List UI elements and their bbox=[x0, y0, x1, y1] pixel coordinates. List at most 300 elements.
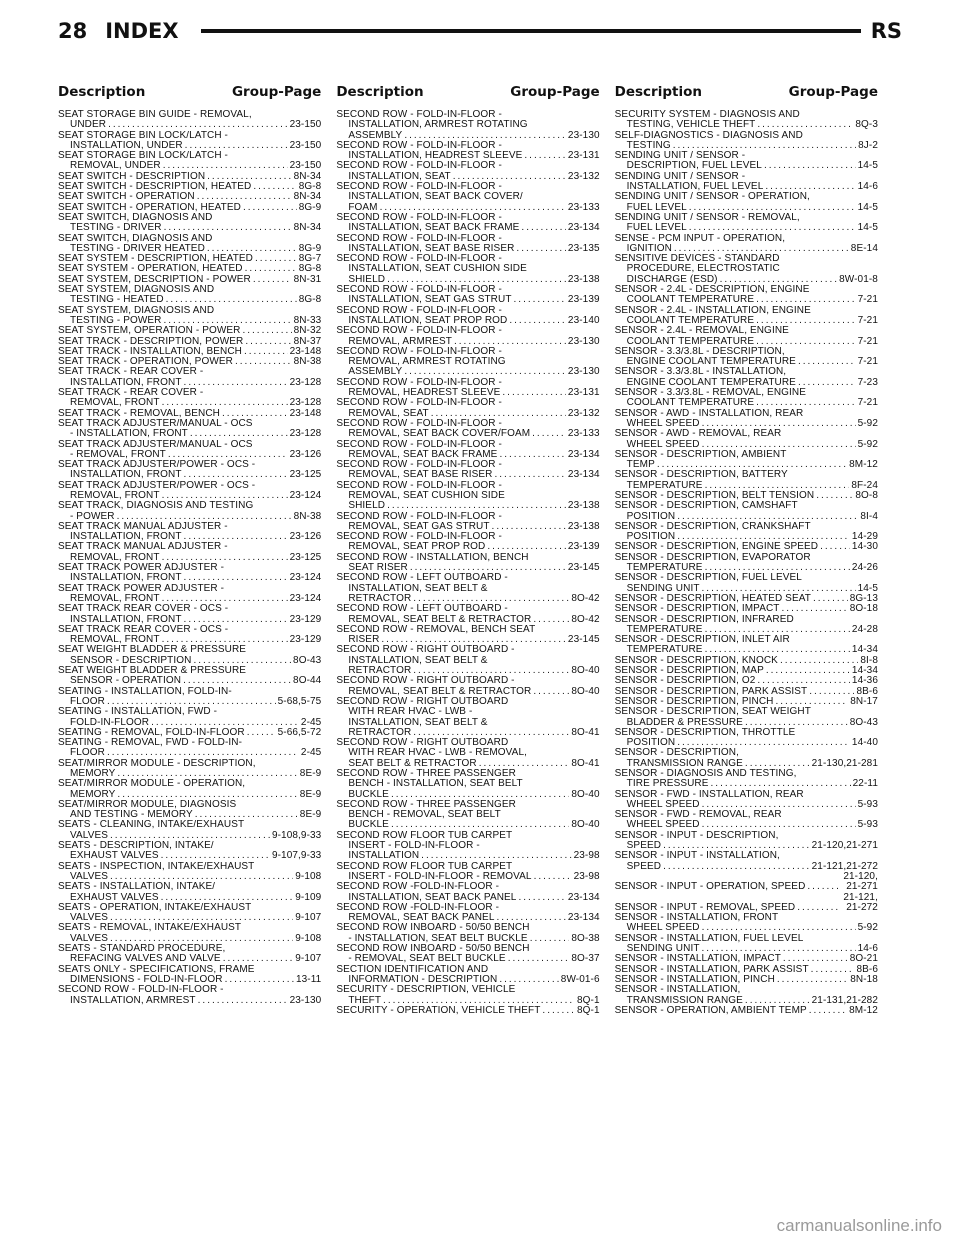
entry-text: TEMPERATURE bbox=[626, 479, 703, 491]
entry-text: SECOND ROW - RIGHT OUTBOARD - bbox=[336, 676, 515, 687]
entry-page: 8W-01-6 bbox=[560, 973, 600, 985]
entry-text: SEAT TRACK ADJUSTER/POWER - OCS - bbox=[58, 480, 256, 491]
leader-dots bbox=[380, 203, 566, 213]
entry-text: SHIELD bbox=[348, 273, 386, 285]
entry-page: 23-150 bbox=[289, 139, 322, 151]
index-columns bbox=[58, 84, 878, 1016]
entry-text: SENSOR - OPERATION bbox=[70, 675, 182, 687]
column-header bbox=[336, 84, 599, 100]
leader-dots bbox=[117, 512, 292, 522]
entry-text: BENCH - INSTALLATION, SEAT BELT bbox=[348, 779, 523, 790]
index-entry bbox=[615, 388, 878, 409]
entry-text: TESTING - HEATED bbox=[70, 294, 164, 306]
entry-text: INSTALLATION, SEAT BASE RISER bbox=[348, 242, 515, 254]
entry-page: 8N-38 bbox=[293, 356, 322, 368]
index-entry bbox=[615, 213, 878, 234]
entry-text: - INSTALLATION, SEAT BELT BUCKLE bbox=[348, 932, 528, 944]
entry-text: SECOND ROW - FOLD-IN-FLOOR - bbox=[336, 346, 502, 357]
index-entry bbox=[336, 234, 599, 255]
entry-page: 14-40 bbox=[851, 737, 878, 749]
entry-text: SEAT TRACK - DESCRIPTION, POWER bbox=[58, 335, 244, 347]
index-entry bbox=[336, 738, 599, 769]
leader-dots bbox=[820, 542, 850, 552]
entry-text: REMOVAL, SEAT bbox=[348, 407, 429, 419]
entry-page: 8E-9 bbox=[299, 768, 322, 779]
group-page-heading: Group-Page bbox=[788, 84, 878, 100]
entry-text: SECOND ROW INBOARD - 50/50 BENCH bbox=[336, 944, 530, 955]
entry-text: FOLD-IN-FLOOR bbox=[70, 716, 150, 728]
index-entry bbox=[336, 625, 599, 646]
entry-page: 23-134 bbox=[567, 222, 600, 234]
leader-dots bbox=[184, 470, 288, 480]
entry-text: SEATS - INSTALLATION, INTAKE/ bbox=[58, 882, 216, 893]
entry-text: SENSOR - DESCRIPTION, bbox=[614, 748, 739, 759]
entry-text: SEAT TRACK REAR COVER - OCS - bbox=[58, 624, 229, 635]
index-entry bbox=[336, 141, 599, 162]
entry-text: REMOVAL, FRONT bbox=[70, 551, 160, 563]
entry-text: SEAT SWITCH - OPERATION, HEATED bbox=[58, 201, 241, 213]
entry-text: COOLANT TEMPERATURE bbox=[626, 335, 755, 347]
entry-page: 21-131,21-282 bbox=[811, 994, 878, 1006]
entry-text: BENCH - REMOVAL, SEAT BELT bbox=[348, 810, 501, 821]
index-entry bbox=[615, 542, 878, 552]
entry-page: 24-26 bbox=[851, 562, 878, 574]
entry-text: SEATS - REMOVAL, INTAKE/EXHAUST bbox=[58, 923, 242, 934]
entry-page: 23-124 bbox=[289, 592, 322, 604]
leader-dots bbox=[494, 470, 565, 480]
entry-text: SENSOR - DESCRIPTION, EVAPORATOR bbox=[614, 552, 811, 563]
entry-text: SENSOR - INSTALLATION, PINCH bbox=[614, 973, 775, 985]
leader-dots bbox=[745, 718, 848, 728]
index-entry bbox=[336, 326, 599, 347]
entry-page: 8O-42 bbox=[571, 592, 600, 604]
entry-text: SENSOR - 3.3/3.8L - INSTALLATION, bbox=[614, 367, 787, 378]
index-entry bbox=[58, 841, 321, 862]
entry-page: 8N-34 bbox=[293, 191, 322, 203]
leader-dots bbox=[223, 954, 294, 964]
entry-text: SENSOR - DESCRIPTION, ENGINE SPEED bbox=[614, 541, 819, 553]
leader-dots bbox=[509, 316, 566, 326]
entry-page: 23-132 bbox=[567, 170, 600, 182]
leader-dots bbox=[110, 872, 293, 882]
leader-dots bbox=[492, 522, 566, 532]
index-entry bbox=[336, 306, 599, 327]
entry-text: REMOVAL, ARMREST bbox=[348, 335, 452, 347]
leader-dots bbox=[253, 182, 296, 192]
entry-text: SENDING UNIT bbox=[626, 582, 700, 594]
leader-dots bbox=[508, 954, 570, 964]
entry-page: 14-5 bbox=[857, 222, 878, 234]
index-entry bbox=[336, 532, 599, 553]
entry-page: 5-92 bbox=[857, 922, 878, 934]
entry-page: 8G-9 bbox=[298, 201, 322, 213]
index-entry bbox=[615, 192, 878, 213]
leader-dots bbox=[530, 934, 570, 944]
entry-page: 8I-4 bbox=[860, 510, 878, 522]
entry-text: SECOND ROW - FOLD-IN-FLOOR - bbox=[336, 511, 502, 522]
entry-text: SENSOR - DESCRIPTION bbox=[70, 654, 192, 666]
entry-text: SEAT TRACK, DIAGNOSIS AND TESTING bbox=[58, 501, 254, 512]
index-entry bbox=[615, 934, 878, 955]
entry-page: 23-124 bbox=[289, 489, 322, 501]
entry-page: 14-6 bbox=[857, 181, 878, 193]
leader-dots bbox=[117, 769, 297, 779]
leader-dots bbox=[413, 594, 569, 604]
index-entry bbox=[615, 470, 878, 491]
entry-text: TEMPERATURE bbox=[626, 623, 703, 635]
entry-page: 8O-37 bbox=[571, 953, 600, 965]
leader-dots bbox=[161, 893, 294, 903]
watermark: carmanualsonline.info bbox=[776, 1216, 942, 1235]
entry-text: THEFT bbox=[348, 994, 382, 1006]
entry-text: SENSOR - DESCRIPTION, SEAT WEIGHT bbox=[614, 707, 811, 718]
entry-page: 8N-31 bbox=[293, 273, 322, 285]
index-entry bbox=[615, 893, 878, 914]
entry-text: INSTALLATION, SEAT BACK PANEL bbox=[348, 891, 517, 903]
entry-page: 9-107 bbox=[295, 953, 322, 965]
entry-text: SENSOR - INSTALLATION, bbox=[614, 985, 741, 996]
index-entry bbox=[336, 697, 599, 738]
entry-text: SEATS - CLEANING, INTAKE/EXHAUST bbox=[58, 820, 245, 831]
entry-page: 8O-44 bbox=[293, 675, 322, 687]
entry-text: SECOND ROW - RIGHT OUTBOARD bbox=[336, 738, 509, 749]
index-entry bbox=[58, 779, 321, 800]
entry-text: TESTING bbox=[626, 139, 671, 151]
entry-page: 23-138 bbox=[567, 500, 600, 512]
entry-text: REMOVAL, SEAT CUSHION SIDE bbox=[348, 490, 505, 501]
index-entry bbox=[615, 604, 878, 614]
entry-text: RETRACTOR bbox=[348, 726, 412, 738]
index-entry bbox=[336, 965, 599, 986]
entry-text: REMOVAL, SEAT PROP ROD bbox=[348, 541, 486, 553]
leader-dots bbox=[391, 790, 569, 800]
index-entry bbox=[58, 820, 321, 841]
entry-text: POSITION bbox=[626, 737, 676, 749]
leader-dots bbox=[193, 656, 291, 666]
leader-dots bbox=[184, 378, 288, 388]
entry-text: INSTALLATION, ARMREST bbox=[70, 994, 196, 1006]
leader-dots bbox=[705, 563, 850, 573]
leader-dots bbox=[809, 1006, 847, 1016]
entry-text: MEMORY bbox=[70, 768, 116, 779]
entry-text: SECOND ROW - FOLD-IN-FLOOR - bbox=[336, 326, 502, 337]
entry-page: 8N-32 bbox=[293, 325, 322, 337]
index-entry bbox=[615, 573, 878, 594]
entry-text: TRANSMISSION RANGE bbox=[626, 994, 743, 1006]
leader-dots bbox=[107, 748, 299, 758]
entry-text: SEATS - STANDARD PROCEDURE, bbox=[58, 944, 226, 955]
entry-page: 23-125 bbox=[289, 469, 322, 481]
leader-dots bbox=[166, 295, 297, 305]
entry-page: 14-5 bbox=[857, 160, 878, 172]
entry-page: 8B-6 bbox=[856, 963, 878, 975]
entry-text: SENSOR - INSTALLATION, FRONT bbox=[614, 913, 779, 924]
entry-page: 7-21 bbox=[857, 294, 878, 306]
leader-dots bbox=[107, 697, 276, 707]
leader-dots bbox=[387, 501, 566, 511]
leader-dots bbox=[245, 264, 297, 274]
entry-page: 8N-37 bbox=[293, 335, 322, 347]
entry-text: SEAT TRACK MANUAL ADJUSTER - bbox=[58, 542, 228, 553]
entry-page: 8O-8 bbox=[855, 489, 878, 501]
entry-page: 8G-13 bbox=[849, 592, 878, 604]
entry-page: 8O-18 bbox=[849, 603, 878, 615]
entry-text: INSTALLATION, SEAT bbox=[348, 170, 451, 182]
entry-page: 23-124 bbox=[289, 572, 322, 584]
index-entry bbox=[336, 985, 599, 1006]
leader-dots bbox=[183, 676, 291, 686]
index-entry bbox=[336, 573, 599, 604]
entry-text: SEAT SWITCH, DIAGNOSIS AND bbox=[58, 212, 213, 223]
entry-page: 23-129 bbox=[289, 634, 322, 646]
entry-page: 5-93 bbox=[857, 798, 878, 810]
entry-page: 23-126 bbox=[289, 448, 322, 460]
entry-text: SEAT STORAGE BIN GUIDE - REMOVAL, bbox=[58, 110, 252, 120]
entry-text: SEAT WEIGHT BLADDER & PRESSURE bbox=[58, 645, 247, 656]
leader-dots bbox=[431, 409, 566, 419]
entry-page: 23-131 bbox=[567, 387, 600, 399]
entry-text: SEAT TRACK - REAR COVER - bbox=[58, 388, 204, 399]
entry-list bbox=[336, 110, 599, 1016]
entry-text: SENDING UNIT / SENSOR - bbox=[614, 171, 746, 182]
entry-page: 8O-38 bbox=[571, 932, 600, 944]
leader-dots bbox=[225, 975, 294, 985]
entry-text: SENDING UNIT / SENSOR - OPERATION, bbox=[614, 192, 810, 203]
leader-dots bbox=[702, 440, 856, 450]
entry-text: REMOVAL, SEAT BELT & RETRACTOR bbox=[348, 613, 532, 625]
entry-text: REMOVAL, ARMREST ROTATING bbox=[348, 357, 506, 368]
entry-page: 9-108 bbox=[295, 932, 322, 944]
index-entry bbox=[336, 769, 599, 800]
entry-text: SEAT/MIRROR MODULE, DIAGNOSIS bbox=[58, 799, 237, 810]
entry-page: 23-131 bbox=[567, 150, 600, 162]
leader-dots bbox=[185, 141, 288, 151]
entry-text: SECOND ROW - FOLD-IN-FLOOR - bbox=[336, 254, 502, 265]
entry-text: SPEED bbox=[626, 840, 662, 852]
entry-text: TESTING - POWER bbox=[70, 314, 162, 326]
leader-dots bbox=[811, 965, 855, 975]
entry-page: 8M-12 bbox=[849, 1004, 878, 1016]
entry-page: 22-11 bbox=[852, 778, 878, 790]
leader-dots bbox=[521, 223, 565, 233]
index-entry bbox=[336, 481, 599, 512]
index-entry bbox=[615, 810, 878, 831]
index-entry bbox=[58, 944, 321, 965]
entry-page: 8N-33 bbox=[293, 314, 322, 326]
index-entry bbox=[58, 738, 321, 759]
leader-dots bbox=[745, 759, 810, 769]
entry-text: SEATING - INSTALLATION, FOLD-IN- bbox=[58, 686, 232, 697]
entry-text: SENDING UNIT / SENSOR - bbox=[614, 151, 746, 162]
entry-text: SEAT TRACK MANUAL ADJUSTER - bbox=[58, 521, 228, 532]
entry-text: SHIELD bbox=[348, 500, 386, 512]
entry-page: 8W-01-8 bbox=[839, 273, 878, 285]
leader-dots bbox=[391, 820, 569, 830]
entry-text: SECOND ROW -FOLD-IN-FLOOR - bbox=[336, 882, 500, 893]
leader-dots bbox=[677, 512, 858, 522]
entry-text: REMOVAL, FRONT bbox=[70, 634, 160, 646]
entry-text: INSTALLATION, SEAT GAS STRUT bbox=[348, 294, 512, 306]
leader-dots bbox=[184, 573, 288, 583]
entry-page: 23-135 bbox=[567, 242, 600, 254]
entry-text: REMOVAL, SEAT BELT & RETRACTOR bbox=[348, 685, 532, 697]
index-entry bbox=[336, 800, 599, 831]
index-entry bbox=[615, 491, 878, 501]
index-entry bbox=[615, 913, 878, 934]
entry-page: 14-5 bbox=[857, 582, 878, 594]
entry-page: 8G-7 bbox=[298, 253, 322, 265]
entry-text: SEAT TRACK ADJUSTER/MANUAL - OCS bbox=[58, 418, 253, 429]
leader-dots bbox=[235, 357, 292, 367]
entry-text: FOAM bbox=[348, 201, 378, 213]
entry-page: 23-148 bbox=[289, 407, 322, 419]
entry-text: SECOND ROW - THREE PASSENGER bbox=[336, 769, 517, 779]
index-entry bbox=[336, 378, 599, 399]
leader-dots bbox=[711, 779, 851, 789]
entry-text: SECTION IDENTIFICATION AND bbox=[336, 964, 489, 975]
leader-dots bbox=[702, 419, 856, 429]
entry-text: SEATS - OPERATION, INTAKE/EXHAUST bbox=[58, 902, 252, 913]
entry-page: 5-66,5-72 bbox=[277, 726, 322, 738]
index-entry bbox=[58, 903, 321, 924]
entry-text: SENSOR - DESCRIPTION, THROTTLE bbox=[614, 727, 796, 738]
entry-page: 23-129 bbox=[289, 613, 322, 625]
entry-text: SENSOR - DESCRIPTION, BATTERY bbox=[614, 470, 788, 481]
leader-dots bbox=[184, 532, 288, 542]
index-entry bbox=[58, 501, 321, 522]
entry-text: SECOND ROW - FOLD-IN-FLOOR - bbox=[336, 182, 502, 193]
index-entry bbox=[615, 851, 878, 872]
leader-dots bbox=[190, 429, 288, 439]
header-rule bbox=[201, 29, 861, 33]
entry-page: 8O-42 bbox=[571, 613, 600, 625]
index-entry bbox=[58, 687, 321, 708]
entry-text: FUEL LEVEL bbox=[626, 201, 687, 213]
entry-text: SEAT TRACK - REMOVAL, BENCH bbox=[58, 407, 220, 419]
index-entry bbox=[615, 151, 878, 172]
leader-dots bbox=[387, 275, 566, 285]
entry-text: SELF-DIAGNOSTICS - DIAGNOSIS AND bbox=[614, 130, 803, 141]
entry-text: SENSOR - DESCRIPTION, CRANKSHAFT bbox=[614, 521, 811, 532]
leader-dots bbox=[454, 337, 566, 347]
entry-page: 8O-40 bbox=[571, 665, 600, 677]
entry-page: 2-45 bbox=[300, 716, 322, 728]
leader-dots bbox=[195, 810, 298, 820]
index-entry bbox=[58, 923, 321, 944]
entry-text: INSERT - FOLD-IN-FLOOR - bbox=[348, 841, 480, 852]
entry-text: WHEEL SPEED bbox=[626, 819, 700, 831]
entry-page: 23-98 bbox=[573, 870, 600, 882]
index-entry bbox=[336, 944, 599, 965]
entry-text: SECOND ROW INBOARD - 50/50 BENCH bbox=[336, 923, 530, 934]
entry-page: 8J-2 bbox=[858, 139, 878, 151]
entry-text: INSTALLATION, SEAT CUSHION SIDE bbox=[348, 264, 527, 275]
index-entry bbox=[615, 367, 878, 388]
entry-text: SEATING - REMOVAL, FOLD-IN-FLOOR bbox=[58, 726, 245, 738]
leader-dots bbox=[756, 398, 855, 408]
entry-text: SECOND ROW - FOLD-IN-FLOOR - bbox=[336, 377, 502, 388]
entry-text: SEAT TRACK - REAR COVER - bbox=[58, 367, 204, 378]
index-entry bbox=[58, 409, 321, 419]
index-entry bbox=[336, 110, 599, 141]
leader-dots bbox=[479, 759, 570, 769]
entry-text: SEAT SYSTEM, DIAGNOSIS AND bbox=[58, 305, 215, 316]
entry-page: 13-11 bbox=[295, 973, 322, 985]
index-entry bbox=[58, 460, 321, 481]
index-entry bbox=[58, 625, 321, 646]
entry-text: SENSOR - DESCRIPTION, FUEL LEVEL bbox=[614, 573, 802, 584]
entry-text: SEATS - INSPECTION, INTAKE/EXHAUST bbox=[58, 861, 255, 872]
index-entry bbox=[615, 501, 878, 522]
index-entry bbox=[336, 254, 599, 285]
index-entry bbox=[615, 347, 878, 368]
entry-page: 23-133 bbox=[567, 201, 600, 213]
leader-dots bbox=[807, 882, 841, 892]
entry-text: INSTALLATION, SEAT BACK FRAME bbox=[348, 222, 520, 234]
entry-text: SENSOR - 3.3/3.8L - REMOVAL, ENGINE bbox=[614, 388, 806, 399]
entry-text: INSTALLATION, SEAT BELT & bbox=[348, 583, 488, 594]
index-entry bbox=[58, 234, 321, 255]
group-page-heading: Group-Page bbox=[510, 84, 600, 100]
entry-page: 7-23 bbox=[857, 376, 878, 388]
leader-dots bbox=[164, 223, 292, 233]
entry-text: SECOND ROW - INSTALLATION, BENCH bbox=[336, 552, 529, 563]
entry-text: - POWER bbox=[70, 510, 115, 522]
entry-text: SEAT WEIGHT BLADDER & PRESSURE bbox=[58, 666, 247, 677]
entry-page: 23-132 bbox=[567, 407, 600, 419]
entry-text: SEAT TRACK POWER ADJUSTER - bbox=[58, 563, 225, 574]
entry-page: 14-30 bbox=[851, 541, 878, 553]
entry-page: 23-130 bbox=[289, 994, 322, 1006]
entry-text: IGNITION bbox=[626, 242, 672, 254]
entry-text: SECOND ROW - RIGHT OUTBOARD - bbox=[336, 645, 515, 656]
leader-dots bbox=[161, 851, 270, 861]
description-heading: Description bbox=[58, 84, 146, 100]
leader-dots bbox=[663, 862, 810, 872]
entry-text: SENSOR - 3.3/3.8L - DESCRIPTION, bbox=[614, 346, 785, 357]
leader-dots bbox=[702, 820, 856, 830]
entry-text: SEAT BELT & RETRACTOR bbox=[348, 757, 477, 769]
entry-text: MEMORY bbox=[70, 788, 116, 800]
index-entry bbox=[58, 584, 321, 605]
entry-text: - REMOVAL, FRONT bbox=[70, 448, 166, 460]
leader-dots bbox=[198, 996, 288, 1006]
entry-text: BUCKLE bbox=[348, 819, 389, 831]
entry-page: 9-107 bbox=[295, 912, 322, 924]
entry-text: SECOND ROW -FOLD-IN-FLOOR - bbox=[336, 902, 500, 913]
index-entry bbox=[58, 542, 321, 563]
entry-text: SEAT/MIRROR MODULE - DESCRIPTION, bbox=[58, 758, 256, 769]
entry-page: 23-130 bbox=[567, 366, 600, 378]
entry-text: SEAT/MIRROR MODULE - OPERATION, bbox=[58, 779, 246, 790]
entry-page: 8O-43 bbox=[293, 654, 322, 666]
entry-text: RISER bbox=[348, 634, 380, 646]
index-entry bbox=[615, 172, 878, 193]
leader-dots bbox=[110, 934, 293, 944]
entry-text: SECOND ROW - FOLD-IN-FLOOR - bbox=[336, 161, 502, 172]
entry-page: 2-45 bbox=[300, 747, 322, 759]
entry-text: SECOND ROW - FOLD-IN-FLOOR - bbox=[336, 460, 502, 471]
entry-page: 8E-14 bbox=[850, 242, 878, 254]
entry-page: 8E-9 bbox=[299, 788, 322, 800]
entry-page: 23-133 bbox=[567, 428, 600, 440]
leader-dots bbox=[673, 141, 856, 151]
index-entry bbox=[336, 645, 599, 676]
entry-text: REMOVAL, UNDER bbox=[70, 160, 161, 172]
entry-text: SEAT SYSTEM, DIAGNOSIS AND bbox=[58, 285, 215, 296]
entry-text: AND TESTING - MEMORY bbox=[70, 809, 193, 821]
entry-text: SENSOR - 2.4L - REMOVAL, ENGINE bbox=[614, 326, 789, 337]
